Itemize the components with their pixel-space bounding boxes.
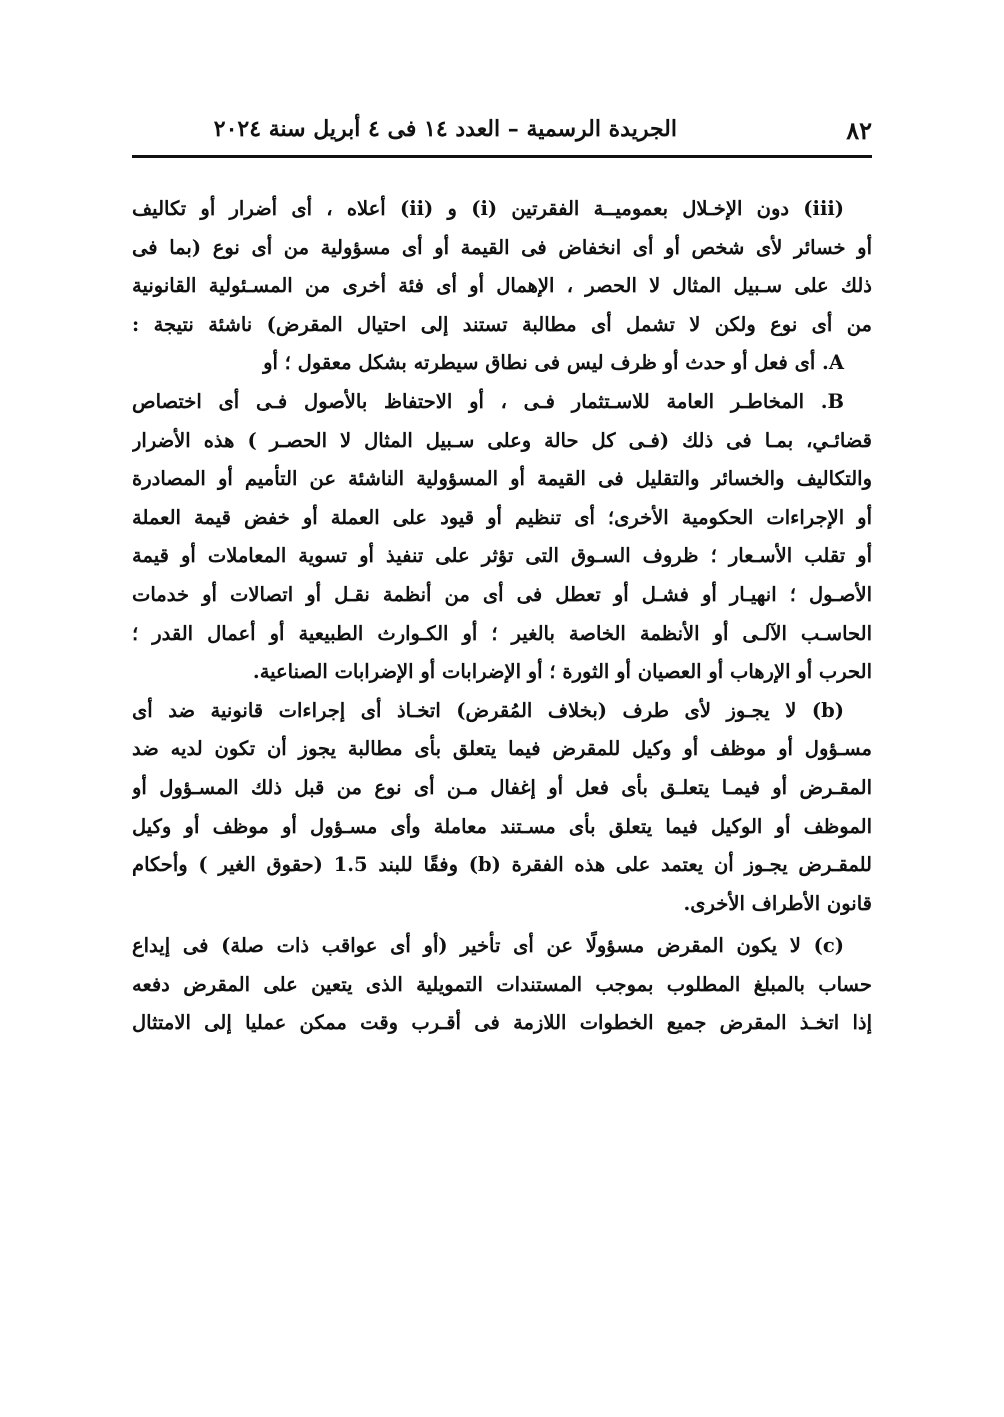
text-line: أو خسائر لأى شخص أو أى انخفاض فى القيمة أو أى مسؤولية من أى نوع (بما فى: [132, 235, 872, 259]
text-line: أو تقلب الأسـعار ؛ ظروف السـوق التى تؤثر على تنفيذ أو تسوية المعاملات أو قيمة: [132, 544, 872, 568]
text-line: من أى نوع ولكن لا تشمل أى مطالبة تستند إلى احتيال المقرض) ناشئة نتيجة :: [132, 312, 872, 336]
text-line: قضائـي، بمـا فى ذلك (فـى كل حالة وعلى سـبيل المثال لا الحصـر ) هذه الأضرار: [132, 428, 872, 452]
text-line: حساب بالمبلغ المطلوب بموجب المستندات التمويلية الذى يتعين على المقرض دفعه: [132, 972, 872, 996]
text-line: A. أى فعل أو حدث أو ظرف ليس فى نطاق سيطرته بشكل معقول ؛ أو: [263, 351, 844, 375]
paragraph-b: [132, 692, 872, 924]
text-line: (iii) دون الإخـلال بعموميــة الفقرتين (i) و (ii) أعلاه ، أى أضرار أو تكاليف: [132, 197, 844, 220]
page-number: ٨٢: [846, 116, 872, 145]
text-line: (b) لا يجـوز لأى طرف (بخلاف المُقرض) اتخـاذ أى إجراءات قانونية ضد أى: [132, 698, 844, 722]
text-line: والتكاليف والخسائر والتقليل فى القيمة أو المسؤولية الناشئة عن التأميم أو المصادرة: [132, 467, 872, 491]
text-line: للمقـرض يجـوز أن يعتمد على هذه الفقرة (b) وفقًا للبند 1.5 (حقوق الغير ) وأحكام: [132, 853, 872, 877]
text-line: أو الإجراءات الحكومية الأخرى؛ أى تنظيم أو قيود على العملة أو خفض قيمة العملة: [132, 505, 872, 529]
text-line: B. المخاطـر العامة للاسـتثمار فـى ، أو الاحتفاظ بالأصول فـى أى اختصاص: [132, 389, 844, 413]
running-title: الجريدة الرسمية – العدد ١٤ فى ٤ أبريل سنة ٢٠٢٤: [213, 116, 677, 142]
text-line: قانون الأطراف الأخرى.: [683, 891, 872, 915]
text-line: (c) لا يكون المقرض مسؤولًا عن أى تأخير (أو أى عواقب ذات صلة) فى إيداع: [132, 934, 844, 958]
text-line: إذا اتخـذ المقرض جميع الخطوات اللازمة فى أقـرب وقت ممكن عمليا إلى الامتثال: [132, 1011, 872, 1035]
paragraph-c: [132, 927, 872, 1043]
header-rule: [132, 155, 872, 158]
page-header: [132, 112, 872, 152]
text-line: المقـرض أو فيمـا يتعلـق بأى فعل أو إغفال مـن أى نوع من قبل ذلك المسـؤول أو: [132, 775, 872, 799]
paragraph-A: [132, 344, 872, 383]
text-line: الأصـول ؛ انهيـار أو فشـل أو تعطل فى أى من أنظمة نقـل أو اتصالات أو خدمات: [132, 582, 872, 606]
text-line: الموظف أو الوكيل فيما يتعلق بأى مسـتند معاملة وأى مسـؤول أو موظف أو وكيل: [132, 814, 872, 838]
text-line: ذلك على سـبيل المثال لا الحصر ، الإهمال أو أى فئة أخرى من المسـئولية القانونية: [132, 274, 872, 298]
paragraph-iii: [132, 190, 872, 344]
text-line: الحاسـب الآلـى أو الأنظمة الخاصة بالغير ؛ أو الكـوارث الطبيعية أو أعمال القدر ؛: [132, 621, 872, 645]
body-text: [132, 190, 872, 1043]
text-line: الحرب أو الإرهاب أو العصيان أو الثورة ؛ أو الإضرابات أو الإضرابات الصناعية.: [252, 660, 872, 684]
text-line: مسـؤول أو موظف أو وكيل للمقرض فيما يتعلق بأى مطالبة يجوز أن تكون لديه ضد: [132, 737, 872, 761]
paragraph-B: [132, 383, 872, 692]
